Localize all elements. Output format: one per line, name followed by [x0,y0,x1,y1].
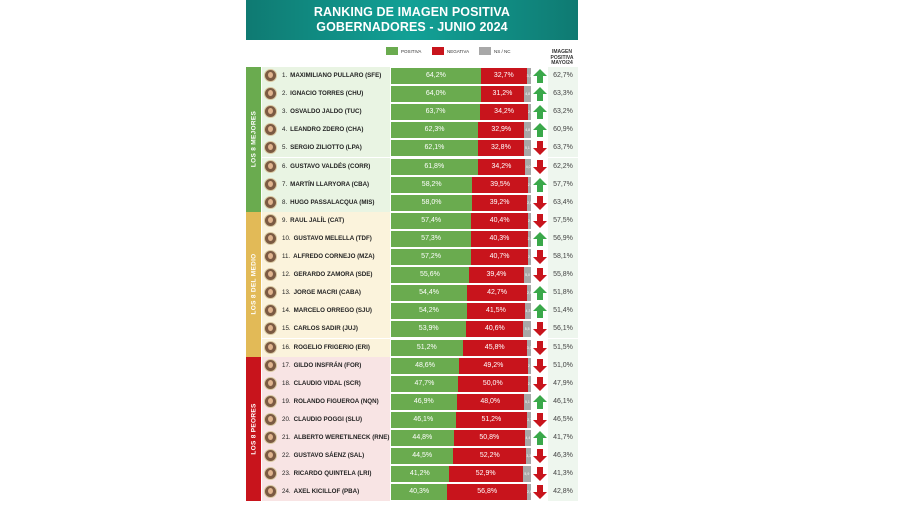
rank-number: 12. [282,271,291,279]
ranking-card [246,0,578,494]
label-nsnc: 4,4 [525,436,531,440]
table-row [246,320,578,338]
arrow-down-icon [533,413,547,427]
label-negativa: 40,4% [489,216,510,224]
previous-value: 41,7% [548,429,578,447]
previous-value: 42,8% [548,483,578,501]
governor-label: OSVALDO JALDO (TUC) [290,108,362,116]
legend-item-positiva [386,47,421,55]
label-nsnc: 2,7 [527,417,533,422]
governor-label: CARLOS SADIR (JUJ) [293,325,358,333]
label-positiva: 61,8% [424,162,445,170]
rank-number: 13. [282,289,291,297]
label-nsnc: 4,8 [525,128,531,133]
table-row [246,357,578,375]
table-row [246,194,578,212]
rank-number: 1. [282,72,288,79]
avatar-face [268,470,273,476]
governor-label: GERARDO ZAMORA (SDE) [293,271,373,279]
label-negativa: 52,2% [479,452,500,460]
label-nsnc: 2,1 [528,110,533,115]
arrow-down-icon [533,341,547,355]
governor-label: IGNACIO TORRES (CHU) [290,90,364,98]
avatar [264,232,277,245]
avatar [264,160,277,173]
label-negativa: 45,8% [484,343,505,351]
arrow-down-icon [533,322,547,336]
label-nsnc: 5,1 [524,399,530,404]
governor-name [282,429,389,447]
table-row [246,85,578,103]
governor-name [282,302,372,320]
group-band [246,67,261,212]
arrow-up-icon [533,232,547,246]
group-band [246,357,261,502]
label-nsnc: 2,9 [526,291,532,296]
table-row [246,230,578,248]
governor-name [282,483,359,501]
governor-name [282,320,358,338]
label-negativa: 32,8% [490,144,511,152]
label-positiva: 57,4% [421,216,442,224]
avatar [264,69,277,82]
label-nsnc: 2,3 [527,381,533,386]
table-row [246,212,578,230]
label-positiva: 54,4% [419,289,439,297]
previous-value: 63,7% [548,139,578,157]
arrow-down-icon [533,467,547,481]
label-nsnc: 2,3 [527,182,533,187]
label-nsnc: 3,1 [526,74,532,78]
table-row [246,67,578,85]
label-negativa: 34,2% [491,162,512,170]
label-nsnc: 4,8 [525,92,531,97]
governor-name [282,339,370,357]
avatar [264,196,277,209]
governor-name [282,139,362,157]
previous-value: 46,1% [548,393,578,411]
label-negativa: 39,4% [486,271,507,279]
governor-name [282,158,370,176]
arrow-up-icon [533,105,547,119]
arrow-down-icon [533,485,547,499]
previous-value: 56,1% [548,320,578,338]
legend-item-nsnc [479,47,511,55]
governor-label: RICARDO QUINTELA (LRI) [293,470,372,478]
avatar [264,178,277,191]
label-positiva: 57,3% [421,234,442,242]
label-negativa: 52,9% [475,470,496,478]
previous-value: 60,9% [548,121,578,139]
governor-name [282,465,371,483]
previous-value: 63,3% [548,85,578,103]
table-row [246,302,578,320]
label-nsnc: 4,0 [525,164,531,169]
avatar [264,449,277,462]
label-positiva: 46,1% [413,415,434,423]
governor-label: MAXIMILIANO PULLARO (SFE) [290,72,382,79]
label-nsnc: 4,3 [525,309,531,314]
table-row [246,266,578,284]
group-band [246,212,261,357]
arrow-down-icon [533,449,547,463]
label-nsnc: 5,9 [524,472,530,477]
governor-label: RAUL JALÍL (CAT) [290,216,345,224]
rank-number: 20. [282,415,291,423]
avatar-face [268,488,273,494]
avatar-face [268,362,273,368]
previous-value: 51,0% [548,357,578,375]
avatar [264,214,277,227]
avatar-face [268,398,273,404]
label-negativa: 56,8% [477,488,498,496]
rank-number: 24. [282,488,291,496]
table-row [246,393,578,411]
arrow-down-icon [533,141,547,155]
arrow-down-icon [533,160,547,174]
table-row [246,429,578,447]
label-negativa: 49,2% [483,361,504,369]
label-positiva: 48,6% [415,361,435,369]
label-positiva: 58,0% [421,198,442,206]
rank-number: 23. [282,470,291,478]
avatar-face [268,163,273,169]
table-row [246,465,578,483]
governor-label: MARTÍN LLARYORA (CBA) [290,180,370,188]
header-banner [246,0,578,40]
arrow-up-icon [533,395,547,409]
rank-number: 21. [282,434,291,441]
arrow-up-icon [533,69,547,83]
governor-name [282,230,372,248]
avatar [264,377,277,390]
governor-name [282,103,362,121]
governor-name [282,212,344,230]
governor-label: GUSTAVO VALDÉS (CORR) [290,162,371,170]
rank-number: 5. [282,144,288,152]
label-positiva: 53,9% [418,325,439,333]
rank-number: 15. [282,325,291,333]
label-negativa: 48,0% [480,397,501,405]
avatar [264,359,277,372]
governor-name [282,85,363,103]
label-negativa: 50,0% [482,379,503,387]
governor-label: AXEL KICILLOF (PBA) [293,488,360,496]
title-line-1: RANKING DE IMAGEN POSITIVA [313,5,511,19]
avatar-face [268,90,273,96]
previous-value: 41,3% [548,465,578,483]
arrow-up-icon [533,431,547,445]
avatar [264,395,277,408]
previous-column-header: IMAGEN POSITIVA MAYO/24 [550,49,574,66]
table-row [246,339,578,357]
arrow-down-icon [533,377,547,391]
legend-swatch-nsnc [479,47,491,55]
avatar-face [268,217,273,223]
rank-number: 22. [282,452,291,460]
table-row [246,483,578,501]
label-negativa: 42,7% [487,289,507,297]
table-row [246,139,578,157]
label-negativa: 32,9% [491,126,512,134]
label-nsnc: 2,4 [527,236,533,241]
table-row [246,375,578,393]
governor-name [282,284,361,302]
label-positiva: 64,0% [425,90,446,98]
avatar [264,341,277,354]
previous-value: 63,2% [548,103,578,121]
rank-number: 19. [282,397,291,405]
label-positiva: 57,2% [421,253,441,260]
avatar-face [268,72,273,78]
governor-name [282,411,362,429]
label-negativa: 40,3% [489,234,510,242]
label-positiva: 40,3% [409,488,430,496]
governor-name [282,176,369,194]
governor-name [282,67,381,85]
label-positiva: 63,7% [425,108,446,116]
group-label: LOS 8 PEORES [250,403,257,455]
label-negativa: 41,5% [485,307,506,315]
table-row [246,176,578,194]
avatar-face [268,199,273,205]
label-nsnc: 3,0 [526,345,532,350]
avatar-face [268,181,273,187]
label-positiva: 44,5% [412,452,433,460]
arrow-down-icon [533,214,547,228]
label-positiva: 55,6% [419,271,440,279]
previous-value: 55,8% [548,266,578,284]
label-negativa: 50,8% [479,434,500,441]
label-negativa: 51,2% [481,415,502,423]
governor-name [282,248,375,266]
label-positiva: 64,2% [426,72,446,79]
avatar-face [268,271,273,277]
arrow-up-icon [533,178,547,192]
governor-name [282,447,364,465]
label-positiva: 62,1% [424,144,445,152]
rank-number: 10. [282,234,291,242]
governor-name [282,194,374,212]
group-label: LOS 8 DEL MEDIO [250,253,257,315]
label-negativa: 39,2% [489,198,510,206]
avatar [264,268,277,281]
title-line-2: GOBERNADORES - JUNIO 2024 [316,20,508,34]
label-positiva: 51,2% [416,343,437,351]
legend-swatch-positiva [386,47,398,55]
label-nsnc: 5,5 [524,327,530,332]
previous-value: 63,4% [548,194,578,212]
rank-number: 17. [282,361,291,369]
rank-number: 11. [282,253,291,260]
table-row [246,158,578,176]
avatar-face [268,325,273,331]
label-negativa: 39,5% [490,180,511,188]
arrow-down-icon [533,268,547,282]
legend-label-negativa: NEGATIVA [447,48,470,54]
rank-number: 14. [282,307,291,315]
arrow-up-icon [533,87,547,101]
rank-number: 16. [282,343,291,351]
rank-number: 7. [282,180,288,188]
governor-label: GILDO INSFRÁN (FOR) [293,361,362,369]
avatar-face [268,434,273,440]
avatar-face [268,416,273,422]
governor-name [282,393,379,411]
governor-label: CLAUDIO POGGI (SLU) [293,415,363,423]
group-label: LOS 8 MEJORES [250,111,257,168]
avatar-face [268,452,273,458]
label-positiva: 44,8% [412,434,433,441]
previous-value: 51,4% [548,302,578,320]
arrow-up-icon [533,304,547,318]
label-negativa: 34,2% [494,108,515,116]
governor-name [282,266,372,284]
governor-label: SERGIO ZILIOTTO (LPA) [290,144,362,152]
avatar [264,431,277,444]
label-nsnc: 2,1 [528,255,533,259]
table-row [246,284,578,302]
label-nsnc: 2,8 [527,200,532,205]
arrow-up-icon [533,286,547,300]
previous-value: 51,5% [548,339,578,357]
governor-label: GUSTAVO MELELLA (TDF) [293,234,372,242]
label-negativa: 31,2% [492,90,513,98]
avatar-face [268,126,273,132]
avatar-face [268,307,273,313]
avatar-face [268,144,273,150]
avatar [264,250,277,263]
table-row [246,248,578,266]
previous-value: 47,9% [548,375,578,393]
legend-swatch-negativa [432,47,444,55]
label-nsnc: 3,3 [526,454,532,459]
avatar-face [268,235,273,241]
previous-value: 46,5% [548,411,578,429]
label-positiva: 41,2% [409,470,430,478]
label-nsnc: 5,0 [525,273,530,278]
previous-value: 57,7% [548,176,578,194]
governor-name [282,357,361,375]
label-nsnc: 2,2 [527,218,533,223]
governor-label: JORGE MACRI (CABA) [293,289,361,297]
label-nsnc: 2,2 [527,363,533,368]
governor-label: CLAUDIO VIDAL (SCR) [293,379,361,387]
governor-label: ALBERTO WERETILNECK (RNE) [293,434,390,441]
governor-label: LEANDRO ZDERO (CHA) [290,126,364,134]
label-nsnc: 5,1 [524,146,530,151]
avatar-face [268,289,273,295]
label-negativa: 40,6% [484,325,505,333]
governor-name [282,121,363,139]
arrow-down-icon [533,359,547,373]
avatar-face [268,253,273,259]
governor-label: GUSTAVO SÁENZ (SAL) [293,452,365,460]
label-positiva: 47,7% [414,379,435,387]
avatar-face [268,344,273,350]
governor-label: HUGO PASSALACQUA (MIS) [290,198,375,206]
label-nsnc: 2,9 [526,490,532,495]
arrow-up-icon [533,123,547,137]
label-positiva: 46,9% [413,397,434,405]
label-positiva: 58,2% [421,180,442,188]
rank-number: 18. [282,379,291,387]
rank-number: 6. [282,162,288,170]
avatar [264,413,277,426]
rank-number: 9. [282,216,288,224]
avatar [264,87,277,100]
table-row [246,447,578,465]
avatar-face [268,108,273,114]
label-negativa: 32,7% [493,72,514,79]
governor-label: MARCELO ORREGO (SJU) [293,307,372,315]
previous-value: 58,1% [548,248,578,266]
rank-number: 4. [282,126,288,134]
rank-number: 3. [282,108,288,116]
previous-value: 62,2% [548,158,578,176]
label-positiva: 54,2% [419,307,439,315]
legend-label-nsnc: NS / NC [494,48,511,54]
arrow-down-icon [533,250,547,264]
avatar-face [268,380,273,386]
previous-value: 51,8% [548,284,578,302]
arrow-down-icon [533,196,547,210]
governor-label: ROLANDO FIGUEROA (NQN) [293,397,379,405]
table-row [246,411,578,429]
rank-number: 8. [282,198,288,206]
governor-label: ROGELIO FRIGERIO (ERI) [293,343,370,351]
table-row [246,121,578,139]
governor-name [282,375,361,393]
legend-item-negativa [432,47,469,55]
label-positiva: 62,3% [424,126,445,134]
governor-label: ALFREDO CORNEJO (MZA) [293,253,375,260]
rank-number: 2. [282,90,288,98]
previous-value: 46,3% [548,447,578,465]
previous-value: 62,7% [548,67,578,85]
legend-label-positiva: POSITIVA [401,48,422,54]
table-row [246,103,578,121]
previous-value: 56,9% [548,230,578,248]
previous-value: 57,5% [548,212,578,230]
label-negativa: 40,7% [489,253,510,260]
